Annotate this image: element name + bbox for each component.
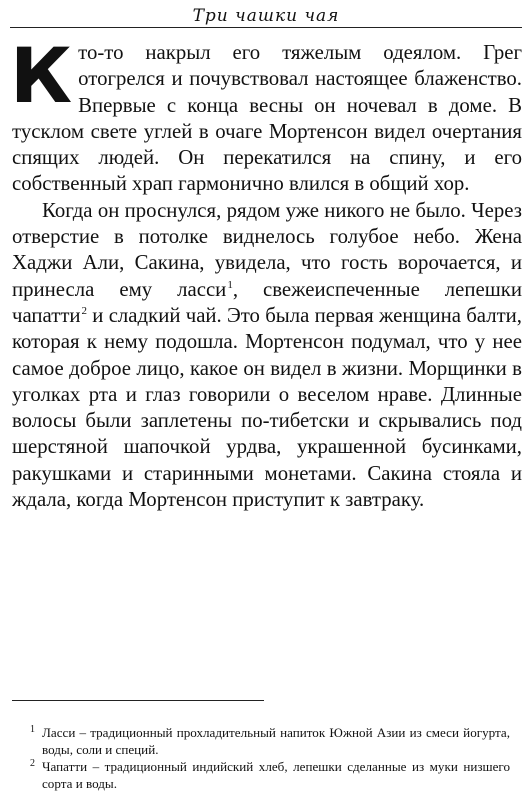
footnote-ref-2[interactable]: 2 xyxy=(81,305,88,318)
footnote-2-text: Чапатти – традиционный индийский хлеб, лепешки сделанные из муки низшего сорта и воды. xyxy=(42,759,510,791)
paragraph-2-text-part-2: , свежеиспеченные лепешки чапатти xyxy=(12,277,523,327)
footnote-1-text: Ласси – традиционный прохладительный напиток Южной Азии из смеси йогурта, воды, соли и специй. xyxy=(42,725,510,757)
running-header xyxy=(0,0,532,28)
book-title: Три чашки чая xyxy=(192,6,340,26)
footnote-2-number: 2 xyxy=(30,758,35,769)
footnote-ref-1[interactable]: 1 xyxy=(227,278,233,291)
footnote-1 xyxy=(12,724,510,758)
footnote-2 xyxy=(12,758,510,792)
header-divider xyxy=(10,27,522,28)
paragraph-2 xyxy=(12,198,522,514)
paragraph-2-text-part-1: Когда он проснулся, рядом уже никого не было. Через отверстие в потолке виднелось голубое небо. Жена Хаджи Али, Сакина, увидела, что гость ворочается, и принесла ему ласси xyxy=(12,198,522,301)
main-text xyxy=(10,31,523,513)
paragraph-1-text: то-то накрыл его тяжелым одеялом. Грег отогрелся и почувствовал настоящее блаженство. Впервые с конца весны он ночевал в доме. В тусклом свете углей в очаге Мортенсон видел очертания спящих людей. Он перекатился на спину, и его собственный храп гармонично влился в общий хор. xyxy=(12,41,522,196)
paragraph-1 xyxy=(10,31,522,198)
footnote-1-number: 1 xyxy=(30,724,35,735)
footnote-divider xyxy=(12,700,264,701)
drop-cap: К xyxy=(10,31,71,120)
footnotes xyxy=(12,724,510,792)
paragraph-2-text-part-3: и сладкий чай. Это была первая женщина балти, которая к нему подошла. Мортенсон подумал, что у нее самое доброе лицо, какое он видел в жизни. Морщинки в уголках рта и глаз говорили о веселом нраве. Длинные волосы были заплетены по-тибетски и скрывались под шерстяной шапочкой урдва, украшенной бусинками, ракушками и старинными монетами. Сакина стояла и ждала, когда Мортенсон приступит к завтраку. xyxy=(12,303,522,512)
